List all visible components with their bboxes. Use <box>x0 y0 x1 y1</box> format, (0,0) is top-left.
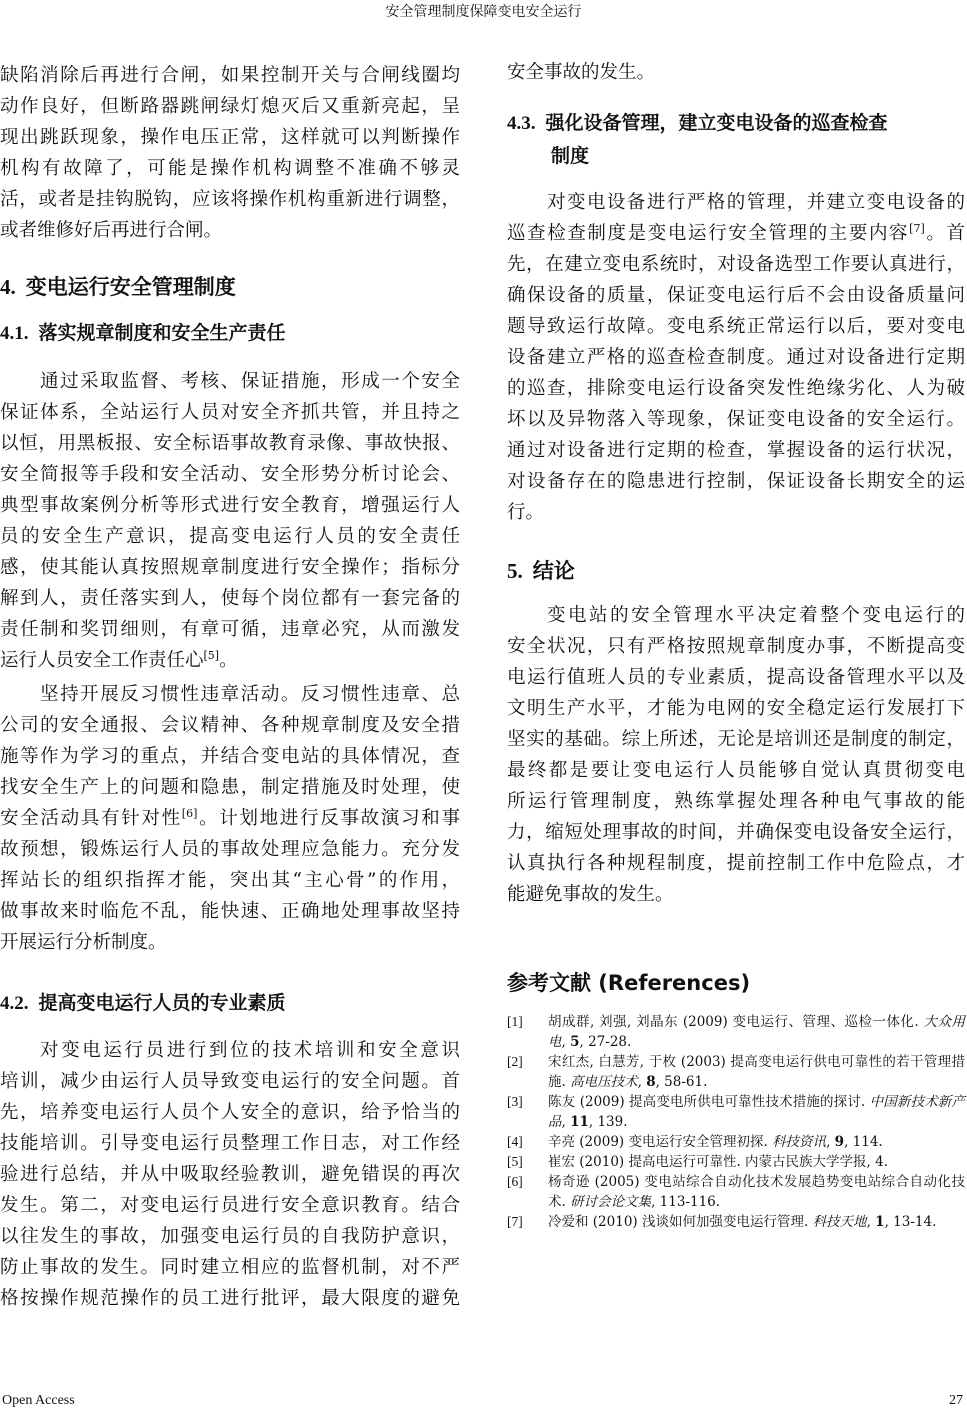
journal-name: 大众用电 <box>548 1014 965 1050</box>
volume: 9 <box>834 1134 845 1150</box>
text-line: 保证体系，全站运行人员对安全齐抓共管，并且持之 <box>0 402 460 423</box>
journal-name: 高电压技术 <box>570 1074 638 1090</box>
text-line: 开展运行分析制度。 <box>0 932 167 953</box>
text-line: 所运行管理制度，熟练掌握处理各种电气事故的能 <box>507 791 965 812</box>
text-line: 能避免事故的发生。 <box>507 884 674 905</box>
reference-item: [4] 辛亮 (2009) 变电运行安全管理初探. 科技资讯, 9, 114. <box>507 1134 883 1150</box>
text-line: 找安全生产上的问题和隐患，制定措施及时处理，使 <box>0 777 460 798</box>
text-line: 培训，减少由运行人员导致变电运行的安全问题。首 <box>0 1071 460 1092</box>
text-line: 电运行值班人员的专业素质，提高设备管理水平以及 <box>507 667 965 688</box>
text-line: 认真执行各种规程制度，提前控制工作中危险点，才 <box>507 853 965 874</box>
text-line: 活，或者是挂钩脱钩，应该将操作机构重新进行调整， <box>0 189 460 210</box>
text-line: 题导致运行故障。变电系统正常运行以后，要对变电 <box>507 316 965 337</box>
reference-number: [4] <box>507 1134 523 1149</box>
heading-text: 变电运行安全管理制度 <box>25 275 236 299</box>
text-line: 挥站长的组织指挥才能，突出其“主心骨”的作用， <box>0 870 460 891</box>
heading-text: 落实规章制度和安全生产责任 <box>38 322 286 344</box>
section-heading-4-2 <box>0 987 460 1020</box>
reference-item: [7] 冷爱和 (2010) 浅谈如何加强变电运行管理. 科技天地, 1, 13-14. <box>507 1214 937 1230</box>
text-line: 机构有故障了，可能是操作机构调整不准确不够灵 <box>0 158 460 179</box>
heading-text: 强化设备管理，建立变电设备的巡查检查 <box>545 112 888 134</box>
heading-number: 4.2. <box>0 993 29 1014</box>
text-line: 通过对设备进行定期的检查，掌握设备的运行状况， <box>507 440 965 461</box>
text-line: 公司的安全通报、会议精神、各种规章制度及安全措 <box>0 715 460 736</box>
reference-item: [6] 杨奇逊 (2005) 变电站综合自动化技术发展趋势变电站综合自动化技术. 研讨会论文集, 113-116. <box>507 1174 965 1210</box>
section-heading-4 <box>0 272 460 302</box>
volume: 8 <box>646 1074 656 1090</box>
text-line: 责任制和奖罚细则，有章可循，违章必究，从而激发 <box>0 619 460 640</box>
paragraph <box>0 366 460 676</box>
references-heading: 参考文献 (References) <box>507 971 751 995</box>
text-line: 以恒，用黑板报、安全标语事故教育录像、事故快报、 <box>0 433 460 454</box>
paragraph <box>507 57 965 88</box>
text-line: 巡查检查制度是变电运行安全管理的主要内容[7]。首 <box>507 222 965 244</box>
reference-item: [1] 胡成群, 刘强, 刘晶东 (2009) 变电运行、管理、巡检一体化. 大众用电, 5, 27-28. <box>507 1014 965 1050</box>
text-line: 安全事故的发生。 <box>507 62 656 83</box>
citation-marker[interactable]: [5] <box>203 649 220 662</box>
paragraph <box>507 187 965 528</box>
text-line: 的巡查，排除变电运行设备突发性绝缘劣化、人为破 <box>507 378 965 399</box>
text-line: 施等作为学习的重点，并结合变电站的具体情况，查 <box>0 746 460 767</box>
running-header: 安全管理制度保障变电安全运行 <box>385 4 582 20</box>
paragraph <box>0 1035 460 1314</box>
text-line: 通过采取监督、考核、保证措施，形成一个安全 <box>40 371 460 392</box>
text-line: 先，培养变电运行人员个人安全的意识，给予恰当的 <box>0 1102 460 1123</box>
volume: 1 <box>875 1214 885 1230</box>
paragraph <box>507 600 965 910</box>
text-line: 动作良好，但断路器跳闸绿灯熄灭后又重新亮起，呈 <box>0 96 460 117</box>
text-line: 安全状况，只有严格按照规章制度办事，不断提高变 <box>507 636 965 657</box>
text-line: 力，缩短处理事故的时间，并确保变电设备安全运行， <box>507 822 965 843</box>
text-line: 对设备存在的隐患进行控制，保证设备长期安全的运 <box>507 471 965 492</box>
heading-text: 结论 <box>532 559 575 583</box>
citation-marker[interactable]: [7] <box>909 222 925 235</box>
text-line: 运行人员安全工作责任心[5]。 <box>0 649 238 671</box>
text-line: 变电站的安全管理水平决定着整个变电运行的 <box>547 605 965 626</box>
text-line: 以往发生的事故，加强变电运行员的自我防护意识， <box>0 1226 460 1247</box>
text-line: 坚实的基础。综上所述，无论是培训还是制度的制定， <box>507 729 965 750</box>
text-line: 现出跳跃现象，操作电压正常，这样就可以判断操作 <box>0 127 460 148</box>
reference-number: [6] <box>507 1174 523 1189</box>
section-heading-4-3 <box>507 107 965 172</box>
journal-name: 中国新技术新产品 <box>548 1094 965 1130</box>
text-line: 员的安全生产意识，提高变电运行人员的安全责任 <box>0 526 460 547</box>
journal-name: 科技天地 <box>812 1214 867 1230</box>
text-line: 感，使其能认真按照规章制度进行安全操作；指标分 <box>0 557 460 578</box>
reference-number: [3] <box>507 1094 523 1109</box>
paragraph <box>0 60 460 246</box>
text-line: 解到人，责任落实到人，使每个岗位都有一套完备的 <box>0 588 460 609</box>
heading-text: 提高变电运行人员的专业素质 <box>38 992 286 1014</box>
text-line: 做事故来时临危不乱，能快速、正确地处理事故坚持 <box>0 901 460 922</box>
text-line: 设备建立严格的巡查检查制度。通过对设备进行定期 <box>507 347 965 368</box>
reference-number: [1] <box>507 1014 523 1029</box>
text-line: 文明生产水平，才能为电网的安全稳定运行发展打下 <box>507 698 965 719</box>
text-line: 防止事故的发生。同时建立相应的监督机制，对不严 <box>0 1257 460 1278</box>
text-line: 行。 <box>507 502 545 523</box>
volume: 5 <box>570 1034 580 1050</box>
heading-number: 4. <box>0 275 16 299</box>
reference-item: [3] 陈友 (2009) 提高变电所供电可靠性技术措施的探讨. 中国新技术新产品, 11, 139. <box>507 1094 965 1130</box>
reference-list <box>507 1012 965 1232</box>
volume: 11 <box>570 1114 589 1130</box>
heading-text-continued: 制度 <box>551 145 590 167</box>
text-line: 典型事故案例分析等形式进行安全教育，增强运行人 <box>0 495 460 516</box>
text-line: 对变电设备进行严格的管理，并建立变电设备的 <box>547 192 965 213</box>
paragraph <box>0 679 460 958</box>
journal-name: 研讨会论文集 <box>570 1194 652 1210</box>
text-line: 确保设备的质量，保证变电运行后不会由设备质量问 <box>507 285 965 306</box>
text-line: 坏以及异物落入等现象，保证变电设备的安全运行。 <box>507 409 965 430</box>
reference-number: [2] <box>507 1054 523 1069</box>
text-line: 坚持开展反习惯性违章活动。反习惯性违章、总 <box>40 684 460 705</box>
heading-number: 4.1. <box>0 323 29 344</box>
text-line: 格按操作规范操作的员工进行批评，最大限度的避免 <box>0 1288 460 1309</box>
text-line: 发生。第二，对变电运行员进行安全意识教育。结合 <box>0 1195 460 1216</box>
section-heading-5 <box>507 556 965 586</box>
text-line: 最终都是要让变电运行人员能够自觉认真贯彻变电 <box>507 760 965 781</box>
citation-marker[interactable]: [6] <box>181 807 198 820</box>
text-line: 技能培训。引导变电运行员整理工作日志，对工作经 <box>0 1133 460 1154</box>
text-line: 对变电运行员进行到位的技术培训和安全意识 <box>40 1040 460 1061</box>
text-line: 安全简报等手段和安全活动、安全形势分析讨论会、 <box>0 464 460 485</box>
text-line: 或者维修好后再进行合闸。 <box>0 220 223 241</box>
reference-number: [7] <box>507 1214 523 1229</box>
text-line: 故预想，锻炼运行人员的事故处理应急能力。充分发 <box>0 839 460 860</box>
footer-open-access: Open Access <box>2 1393 75 1408</box>
journal-name: 科技资讯 <box>772 1134 827 1150</box>
page-number: 27 <box>949 1393 963 1408</box>
text-line: 缺陷消除后再进行合闸，如果控制开关与合闸线圈均 <box>0 65 460 86</box>
text-line: 验进行总结，并从中吸取经验教训，避免错误的再次 <box>0 1164 460 1185</box>
text-line: 安全活动具有针对性[6]。计划地进行反事故演习和事 <box>0 807 460 829</box>
reference-item: [5] 崔宏 (2010) 提高电运行可靠性. 内蒙古民族大学学报, 4. <box>507 1154 889 1170</box>
heading-number: 5. <box>507 559 523 583</box>
reference-number: [5] <box>507 1154 523 1169</box>
reference-item: [2] 宋红杰, 白慧芳, 于枚 (2003) 提高变电运行供电可靠性的若干管理措施. 高电压技术, 8, 58-61. <box>507 1054 965 1090</box>
section-heading-4-1 <box>0 317 460 350</box>
heading-number: 4.3. <box>507 113 536 134</box>
text-line: 先，在建立变电系统时，对设备选型工作要认真进行， <box>507 254 965 275</box>
